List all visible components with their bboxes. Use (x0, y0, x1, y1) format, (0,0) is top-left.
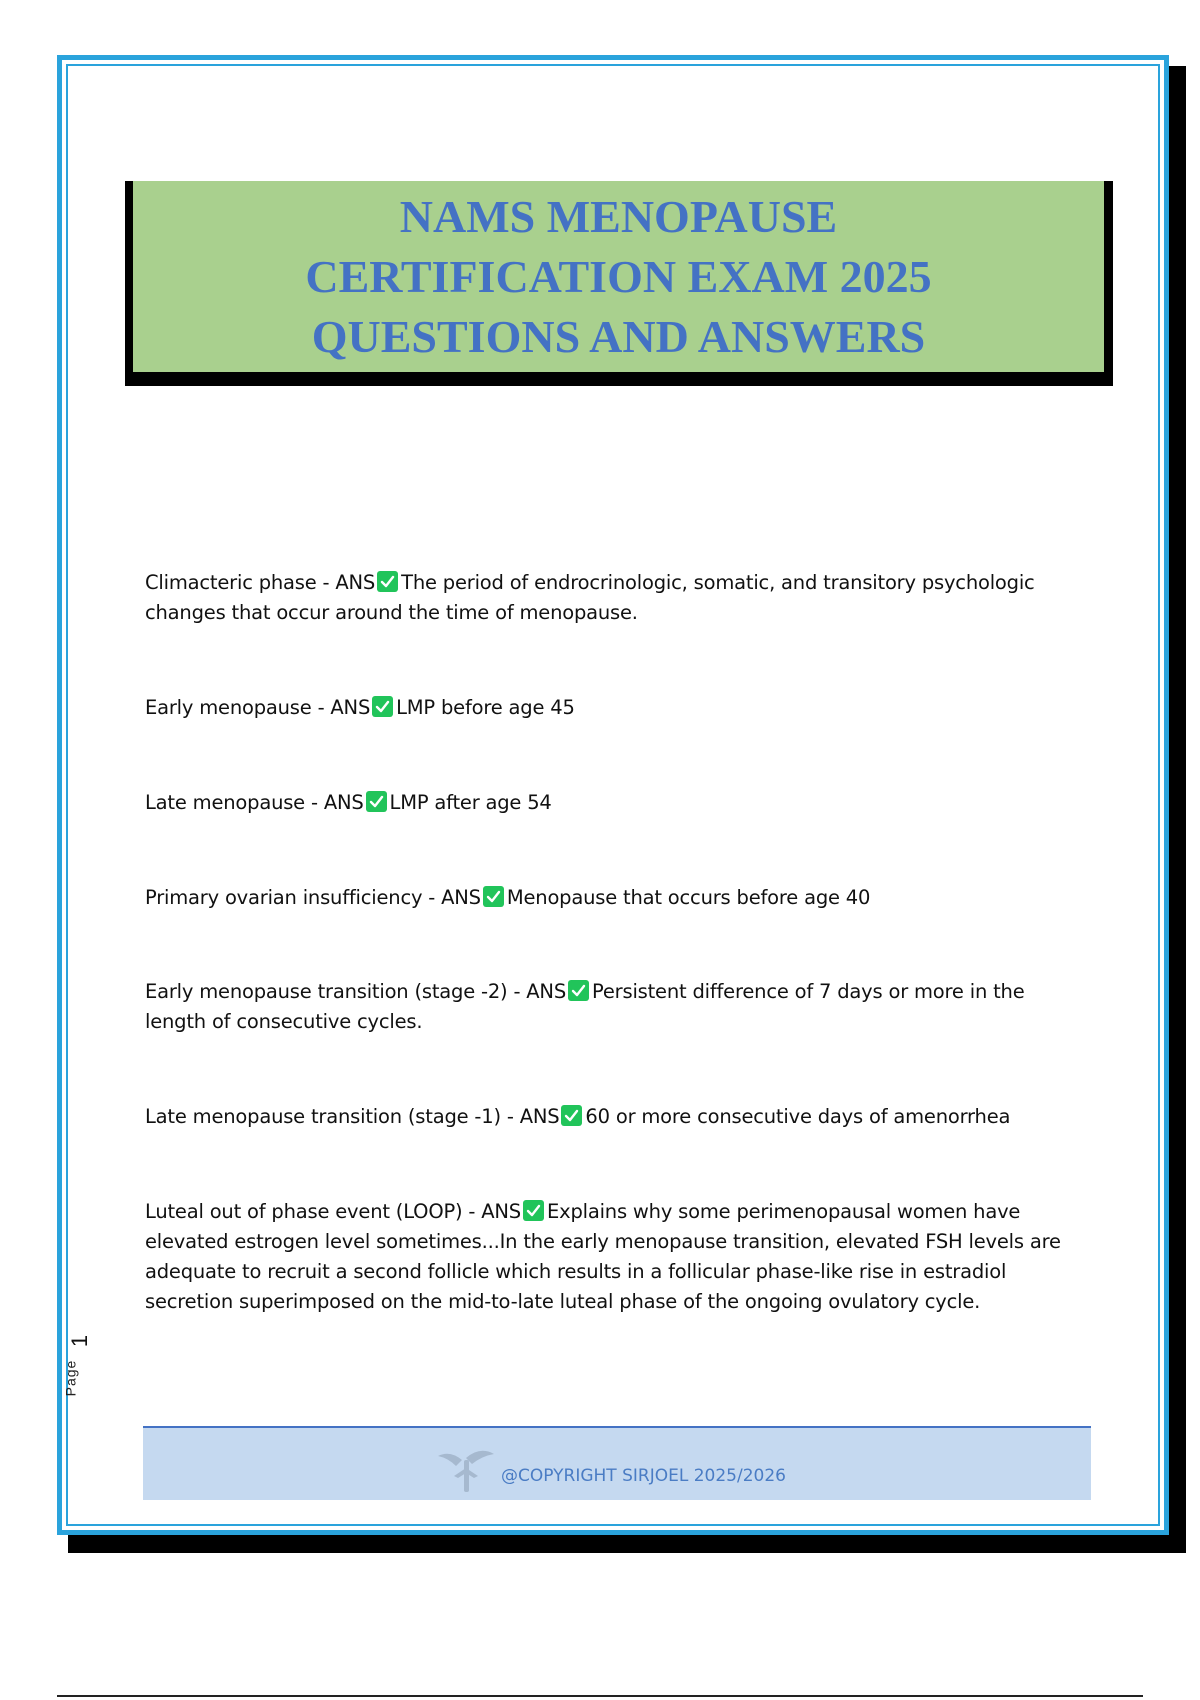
copyright-text: @COPYRIGHT SIRJOEL 2025/2026 (501, 1466, 786, 1486)
qa-term: Early menopause (145, 696, 312, 719)
logo-icon (428, 1446, 508, 1496)
ans-label: - ANS (462, 1200, 521, 1223)
page-number: 1 (67, 1334, 93, 1348)
ans-label: - ANS (311, 696, 371, 719)
qa-answer: Persistent difference of 7 days or more in the length of consecutive cycles. (145, 980, 1025, 1033)
ans-label: - ANS (507, 980, 566, 1003)
qa-item (145, 1102, 1090, 1132)
check-mark-icon (483, 886, 504, 907)
qa-list (145, 568, 1090, 1317)
document-title (249, 187, 989, 367)
qa-term: Luteal out of phase event (LOOP) (145, 1200, 463, 1223)
qa-answer: Menopause that occurs before age 40 (506, 886, 871, 909)
title-line-1: NAMS MENOPAUSE (399, 190, 838, 242)
qa-item (145, 1197, 1090, 1317)
title-line-2: CERTIFICATION EXAM 2025 (305, 250, 932, 302)
qa-item (145, 693, 1090, 723)
qa-answer: LMP before age 45 (396, 696, 575, 719)
qa-term: Primary ovarian insufficiency (145, 886, 423, 909)
qa-term: Late menopause transition (stage -1) (145, 1105, 501, 1128)
qa-answer: The period of endrocrinologic, somatic, and transitory psychologic changes that occur around the time of menopause. (145, 571, 1035, 624)
check-mark-icon (377, 571, 398, 592)
qa-answer: LMP after age 54 (389, 791, 552, 814)
ans-label: - ANS (500, 1105, 560, 1128)
title-banner (128, 181, 1104, 376)
ans-label: - ANS (422, 886, 481, 909)
check-mark-icon (523, 1200, 544, 1221)
page-label: Page (62, 1359, 79, 1397)
check-mark-icon (568, 980, 589, 1001)
check-mark-icon (366, 791, 387, 812)
qa-term: Climacteric phase (145, 571, 317, 594)
qa-item (145, 977, 1090, 1037)
footer (143, 1426, 1091, 1500)
qa-item (145, 788, 1090, 818)
ans-label: - ANS (304, 791, 364, 814)
ans-label: - ANS (316, 571, 376, 594)
qa-item (145, 568, 1090, 628)
page-marker (62, 1332, 94, 1397)
bottom-rule (57, 1695, 1143, 1697)
check-mark-icon (372, 696, 393, 717)
check-mark-icon (561, 1105, 582, 1126)
qa-answer: Explains why some perimenopausal women have elevated estrogen level sometimes...In the early menopause transition, elevated FSH levels are adequate to recruit a second follicle which results in a follicular phase-like rise in estradiol secretion superimposed on the mid-to-late luteal phase of the ongoing ovulatory cycle. (145, 1200, 1061, 1313)
qa-term: Late menopause (145, 791, 305, 814)
qa-term: Early menopause transition (stage -2) (145, 980, 508, 1003)
title-line-3: QUESTIONS AND ANSWERS (311, 310, 926, 362)
qa-item (145, 883, 1090, 913)
qa-answer: 60 or more consecutive days of amenorrhea (585, 1105, 1011, 1128)
